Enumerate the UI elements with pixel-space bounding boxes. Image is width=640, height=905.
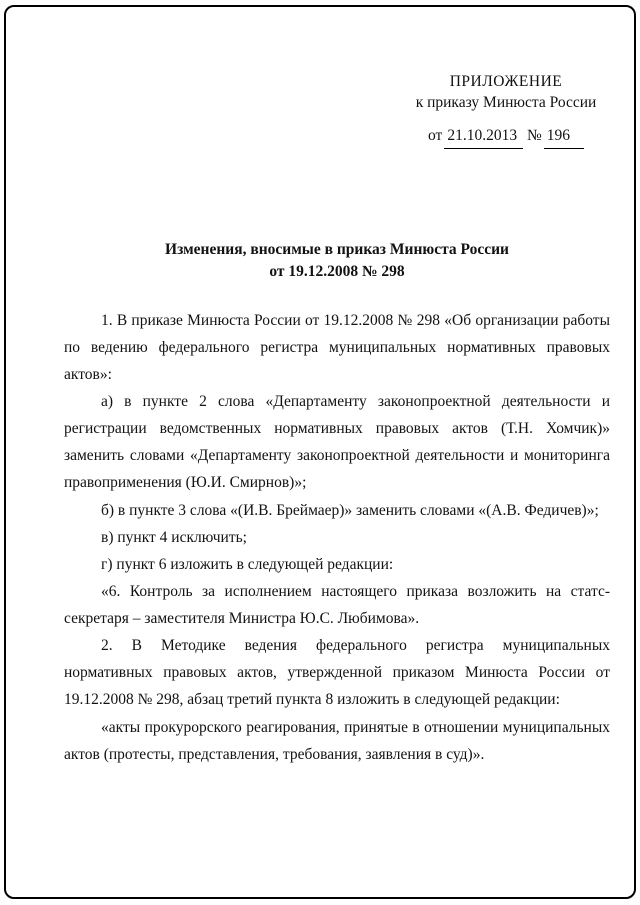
document-title <box>64 239 610 284</box>
paragraph: «акты прокурорского реагирования, принятые в отношении муниципальных актов (протесты, представления, требования, заявления в суд)». <box>64 718 610 763</box>
date-prefix: от <box>428 126 443 144</box>
number-sign: № <box>526 126 542 144</box>
order-number: 196 <box>544 126 584 149</box>
paragraph: 1. В приказе Минюста России от 19.12.2008 № 298 «Об организации работы по ведению федерального регистра муниципальных нормативных правовых актов»: <box>64 311 610 383</box>
paragraph: г) пункт 6 изложить в следующей редакции: <box>101 555 394 573</box>
paragraph: 2. В Методике ведения федерального регистра муниципальных нормативных правовых актов, утвержденной приказом Минюста России от 19.12.2008 № 298, абзац третий пункта 8 изложить в следующей редакции: <box>64 637 610 709</box>
document-body <box>64 307 610 768</box>
appendix-label: ПРИЛОЖЕНИЕ <box>449 73 563 90</box>
document-title-line2: от 19.12.2008 № 298 <box>269 263 405 281</box>
document-title-line1: Изменения, вносимые в приказ Минюста России <box>165 240 509 258</box>
paragraph: б) в пункте 3 слова «(И.В. Бреймаер)» заменить словами «(А.В. Федичев)»; <box>101 501 599 519</box>
order-date: 21.10.2013 <box>444 126 523 149</box>
appendix-header <box>406 72 606 149</box>
paragraph: а) в пункте 2 слова «Департаменту законопроектной деятельности и регистрации ведомственных нормативных правовых актов (Т.Н. Хомчик)» заменить словами «Департаменту законопроектной деятельности и мониторинга правоприменения (Ю.И. Смирнов)»; <box>64 393 610 492</box>
date-number-line <box>406 126 606 149</box>
paragraph: в) пункт 4 исключить; <box>101 528 247 546</box>
paragraph: «6. Контроль за исполнением настоящего приказа возложить на статс-секретаря – заместителя Министра Ю.С. Любимова». <box>64 582 610 628</box>
appendix-order-reference: к приказу Минюста России <box>415 93 597 111</box>
